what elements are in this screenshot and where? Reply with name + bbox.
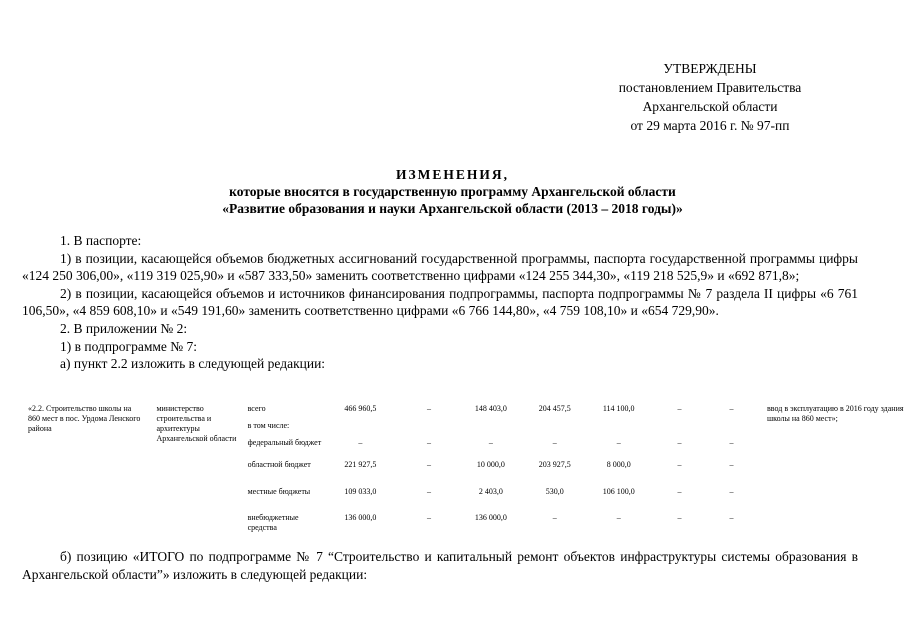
source-cell: в том числе: (247, 421, 290, 430)
value-cell-y2018: – (729, 438, 734, 447)
source-cell: областной бюджет (247, 460, 311, 469)
value-cell-y2015: 203 927,5 (538, 460, 571, 469)
paragraph-7: б) позицию «ИТОГО по подпрограмме № 7 “Строительство и капитальный ремонт объектов инфраструктуры системы образования в Архангельской области”» изложить в следующей редакции: (22, 549, 858, 582)
approved-date-line: от 29 марта 2016 г. № 97-пп (630, 118, 790, 133)
item-name-cell: «2.2. Строительство школы на 860 мест в пос. Урдома Ленского района (28, 404, 141, 433)
source-cell: всего (247, 404, 266, 413)
value-cell-y2015: – (552, 513, 557, 522)
value-cell-y2015 (521, 421, 588, 438)
value-cell-y2017 (649, 421, 710, 438)
source-cell: местные бюджеты (247, 487, 311, 496)
value-cell-y2016 (588, 421, 649, 438)
document-body (22, 232, 858, 373)
approved-region-line: Архангельской области (642, 99, 778, 114)
paragraph-4: 2. В приложении № 2: (60, 320, 188, 336)
result-cell: ввод в эксплуатацию в 2016 году здания школы на 860 мест»; (766, 404, 904, 423)
value-cell-y2018 (710, 421, 753, 438)
value-cell-y2018: – (729, 404, 734, 413)
paragraph-2: 1) в позиции, касающейся объемов бюджетных ассигнований государственной программы, паспорта государственной программы цифры «124 250 306,00», «119 319 025,90» и «587 333,50» заменить соответственно цифрами «124 255 344,30», «119 218 525,9» и «692 871,8»; (22, 250, 858, 284)
value-cell-y2016: 106 100,0 (602, 487, 635, 496)
subprogram-table (22, 404, 905, 537)
value-cell-y2013: – (427, 513, 431, 522)
value-cell-y2013: – (427, 487, 431, 496)
value-cell-y2015: – (552, 438, 557, 447)
value-cell-y2014: – (488, 438, 493, 447)
value-cell-y2016: – (616, 438, 621, 447)
value-cell-y2013: – (427, 404, 431, 413)
value-cell-y2013: – (427, 438, 431, 447)
value-cell-y2015: 530,0 (545, 487, 564, 496)
value-cell-total: 109 033,0 (344, 487, 377, 496)
value-cell-total: 221 927,5 (344, 460, 377, 469)
value-cell-total: – (358, 438, 363, 447)
value-cell-y2017: – (677, 404, 682, 413)
value-cell-y2013 (398, 421, 461, 438)
value-cell-total: 136 000,0 (344, 513, 377, 522)
title-sub-2: «Развитие образования и науки Архангельской области (2013 – 2018 годы)» (222, 201, 683, 216)
title-main: ИЗМЕНЕНИЯ, (395, 167, 509, 182)
value-cell-y2017: – (677, 438, 682, 447)
document-title (0, 166, 905, 217)
value-cell-y2014: 148 403,0 (474, 404, 507, 413)
paragraph-6: а) пункт 2.2 изложить в следующей редакции: (60, 356, 326, 372)
value-cell-y2015: 204 457,5 (538, 404, 571, 413)
source-cell: федеральный бюджет (247, 438, 322, 447)
value-cell-y2017: – (677, 487, 682, 496)
value-cell-y2016: 114 100,0 (602, 404, 635, 413)
value-cell-y2018: – (729, 487, 734, 496)
value-cell-y2017: – (677, 513, 682, 522)
approval-stamp (560, 59, 860, 135)
document-body-continued (22, 548, 858, 583)
value-cell-y2016: 8 000,0 (606, 460, 631, 469)
value-cell-y2014 (460, 421, 521, 438)
value-cell-total: 466 960,5 (344, 404, 377, 413)
value-cell-y2018: – (729, 460, 734, 469)
value-cell-total (323, 421, 398, 438)
value-cell-y2016: – (616, 513, 621, 522)
table-row (22, 404, 905, 421)
value-cell-y2017: – (677, 460, 682, 469)
approved-by-line: постановлением Правительства (618, 80, 802, 95)
paragraph-1: 1. В паспорте: (60, 233, 142, 248)
paragraph-5: 1) в подпрограмме № 7: (60, 338, 198, 354)
source-cell: внебюджетные средства (247, 513, 299, 532)
executor-cell: министерство строительства и архитектуры Архангельской области (156, 404, 237, 443)
approved-label: УТВЕРЖДЕНЫ (663, 61, 757, 76)
value-cell-y2014: 136 000,0 (474, 513, 507, 522)
value-cell-y2014: 10 000,0 (476, 460, 505, 469)
value-cell-y2014: 2 403,0 (478, 487, 503, 496)
title-sub-1: которые вносятся в государственную программу Архангельской области (229, 184, 676, 199)
value-cell-y2018: – (729, 513, 734, 522)
paragraph-3: 2) в позиции, касающейся объемов и источников финансирования подпрограммы, паспорта подпрограммы № 7 раздела II цифры «6 761 106,50», «4 859 608,10» и «549 191,60» заменить соответственно цифрами «6 766 144,80», «4 759 108,10» и «654 729,90». (22, 285, 858, 319)
value-cell-y2013: – (427, 460, 431, 469)
